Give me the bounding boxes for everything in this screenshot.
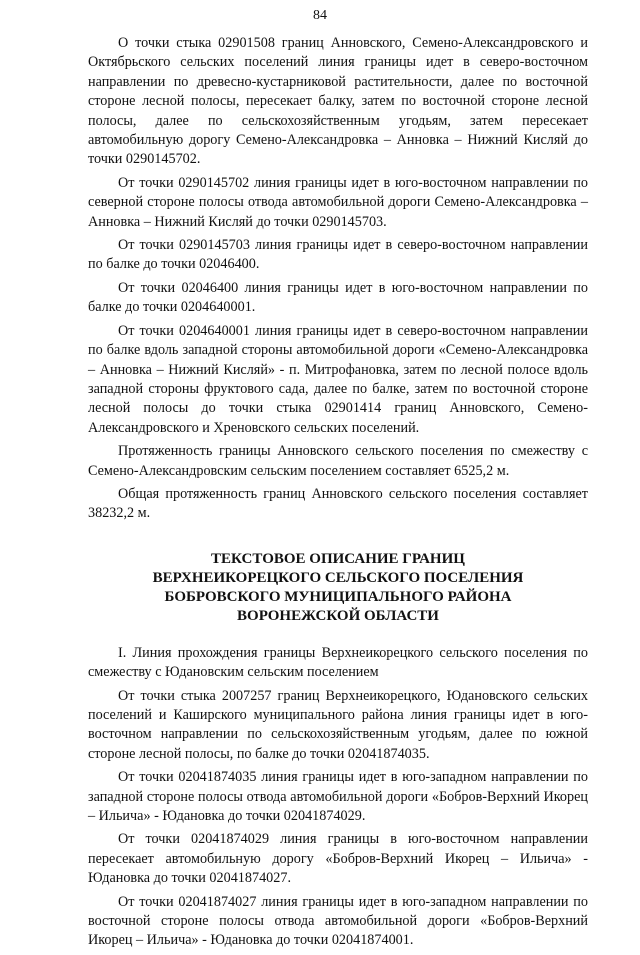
heading-line: БОБРОВСКОГО МУНИЦИПАЛЬНОГО РАЙОНА [164,588,512,605]
paragraph: От точки 02041874035 линия границы идет в юго-западном направлении по западной стороне полосы отвода автомобильной дороги «Бобров-Верхний Икорец – Ильича» - Юдановка до точки 02041874029. [88,769,588,824]
paragraph: Общая протяженность границ Анновского сельского поселения составляет 38232,2 м. [88,485,588,522]
document-body [88,34,588,955]
paragraph: От точки 0290145702 линия границы идет в юго-восточном направлении по северной стороне полосы отвода автомобильной дороги Семено-Александровка – Анновка – Нижний Кисляй до точки 0290145703. [88,174,588,230]
paragraph: I. Линия прохождения границы Верхнеикорецкого сельского поселения по смежеству с Юдановским сельским поселением [88,644,588,681]
paragraph: Протяженность границы Анновского сельского поселения по смежеству с Семено-Александровским сельским поселением составляет 6525,2 м. [88,443,588,479]
paragraph: От точки 02046400 линия границы идет в юго-восточном направлении по балке до точки 0204640001. [88,279,588,316]
heading-line: ВОРОНЕЖСКОЙ ОБЛАСТИ [237,607,439,624]
section-heading [88,550,588,626]
heading-line: ТЕКСТОВОЕ ОПИСАНИЕ ГРАНИЦ [211,550,465,567]
page-number: 84 [313,8,327,23]
heading-line: ВЕРХНЕИКОРЕЦКОГО СЕЛЬСКОГО ПОСЕЛЕНИЯ [152,569,524,586]
paragraph: От точки 02041874027 линия границы идет в юго-западном направлении по восточной стороне полосы отвода автомобильной дороги «Бобров-Верхний Икорец – Ильича» - Юдановка до точки 02041874001. [88,893,588,949]
paragraph: От точки 0204640001 линия границы идет в северо-восточном направлении по балке вдоль западной стороны автомобильной дороги «Семено-Александровка – Анновка – Нижний Кисляй» - п. Митрофановка, затем по лесной полосе вдоль западной стороны фруктового сада, далее по балке, затем по восточной стороне лесной полосы до точки стыка 02901414 границ Анновского, Семено-Александровского и Хреновского сельских поселений. [88,322,588,436]
paragraph: От точки 02041874029 линия границы в юго-восточном направлении пересекает автомобильную дорогу «Бобров-Верхний Икорец – Ильича» - Юдановка до точки 02041874027. [88,831,588,887]
paragraph: От точки 0290145703 линия границы идет в северо-восточном направлении по балке до точки 02046400. [88,237,588,273]
paragraph: О точки стыка 02901508 границ Анновского, Семено-Александровского и Октябрьского сельских поселений линия границы идет в северо-восточном направлении по древесно-кустарниковой растительности, далее по восточной стороне лесной полосы, пересекает балку, затем по восточной стороне лесной полосы, далее по сельскохозяйственным угодьям, затем пересекает автомобильную дорогу Семено-Александровка – Анновка – Нижний Кисляй до точки 0290145702. [88,35,588,168]
paragraph: От точки стыка 2007257 границ Верхнеикорецкого, Юдановского сельских поселений и Каширского муниципального района линия границы идет в юго-восточном направлении по сельскохозяйственным угодьям, далее по южной стороне лесной полосы, по балке до точки 02041874035. [88,687,588,762]
